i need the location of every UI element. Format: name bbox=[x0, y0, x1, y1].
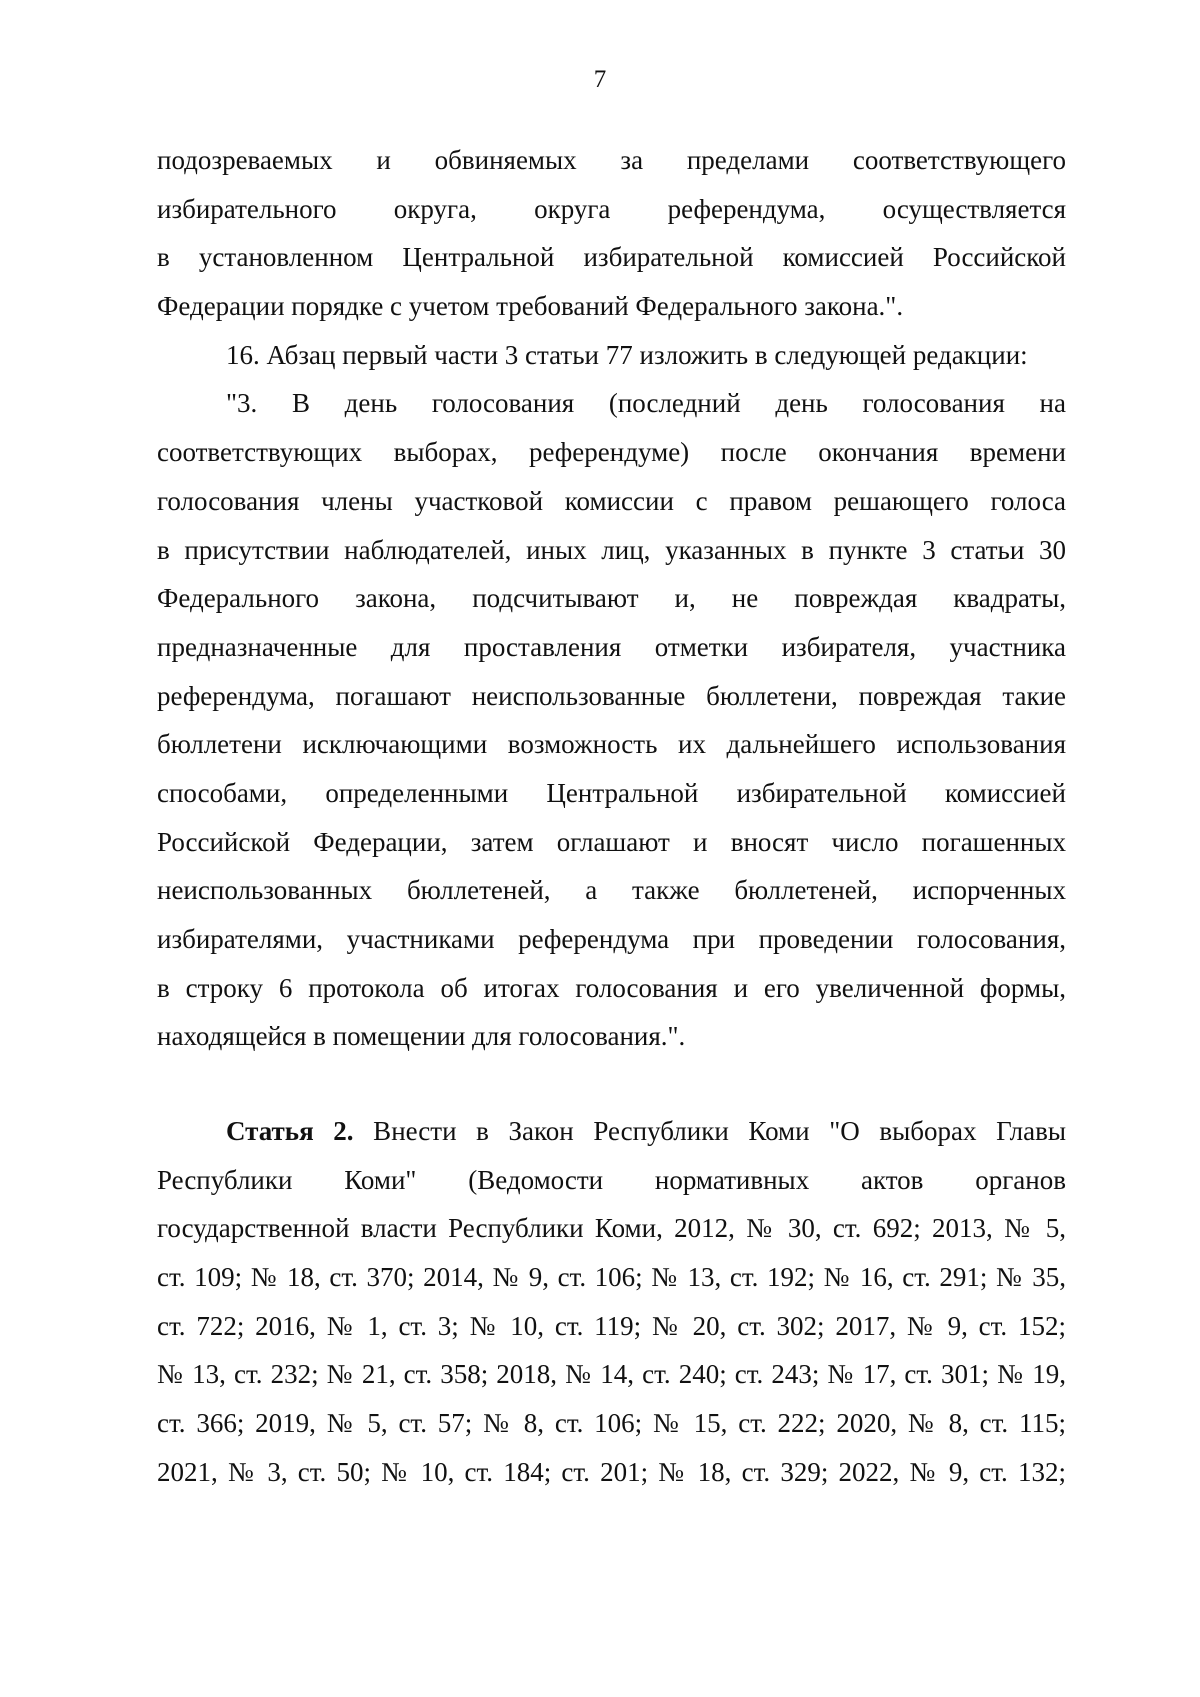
text-line: предназначенные для проставления отметки избирателя, участника bbox=[157, 631, 1066, 662]
article-2 bbox=[157, 1107, 1066, 1497]
page-number: 7 bbox=[593, 66, 607, 93]
text-line: Республики Коми" (Ведомости нормативных актов органов bbox=[157, 1164, 1066, 1195]
text-line: ст. 366; 2019, № 5, ст. 57; № 8, ст. 106; № 15, ст. 222; 2020, № 8, ст. 115; bbox=[157, 1408, 1066, 1439]
text-line: в установленном Центральной избирательной комиссией Российской bbox=[157, 242, 1066, 273]
article-2-first-line-text: Внести в Закон Республики Коми "О выборах Главы bbox=[353, 1116, 1066, 1146]
text-line: голосования члены участковой комиссии с правом решающего голоса bbox=[157, 485, 1066, 516]
item-16-line: 16. Абзац первый части 3 статьи 77 изложить в следующей редакции: bbox=[226, 339, 1028, 370]
text-line: избирательного округа, округа референдума, осуществляется bbox=[157, 193, 1066, 224]
text-line: ст. 722; 2016, № 1, ст. 3; № 10, ст. 119; № 20, ст. 302; 2017, № 9, ст. 152; bbox=[157, 1310, 1066, 1341]
text-line: "3. В день голосования (последний день голосования на bbox=[226, 388, 1066, 419]
article-heading: Статья 2. bbox=[226, 1116, 354, 1146]
text-line: способами, определенными Центральной избирательной комиссией bbox=[157, 777, 1066, 808]
text-line: бюллетени исключающими возможность их дальнейшего использования bbox=[157, 729, 1066, 760]
text-line: 2021, № 3, ст. 50; № 10, ст. 184; ст. 201; № 18, ст. 329; 2022, № 9, ст. 132; bbox=[157, 1456, 1066, 1487]
text-line: Федерального закона, подсчитывают и, не повреждая квадраты, bbox=[157, 583, 1066, 614]
text-line: государственной власти Республики Коми, 2012, № 30, ст. 692; 2013, № 5, bbox=[157, 1213, 1066, 1244]
article-2-first-line bbox=[157, 1107, 1066, 1156]
amendment-text bbox=[157, 136, 1066, 1061]
text-line: в строку 6 протокола об итогах голосования и его увеличенной формы, bbox=[157, 972, 1066, 1003]
text-line: в присутствии наблюдателей, иных лиц, указанных в пункте 3 статьи 30 bbox=[157, 534, 1066, 565]
text-line: находящейся в помещении для голосования.". bbox=[157, 1021, 686, 1052]
text-line: неиспользованных бюллетеней, а также бюллетеней, испорченных bbox=[157, 875, 1066, 906]
text-line: Российской Федерации, затем оглашают и вносят число погашенных bbox=[157, 826, 1066, 857]
text-line: № 13, ст. 232; № 21, ст. 358; 2018, № 14, ст. 240; ст. 243; № 17, ст. 301; № 19, bbox=[157, 1359, 1066, 1390]
text-line: избирателями, участниками референдума при проведении голосования, bbox=[157, 924, 1066, 954]
text-line: ст. 109; № 18, ст. 370; 2014, № 9, ст. 106; № 13, ст. 192; № 16, ст. 291; № 35, bbox=[157, 1262, 1066, 1293]
text-line: соответствующих выборах, референдуме) после окончания времени bbox=[157, 437, 1066, 468]
text-line: подозреваемых и обвиняемых за пределами соответствующего bbox=[157, 145, 1066, 175]
text-line: референдума, погашают неиспользованные бюллетени, повреждая такие bbox=[157, 680, 1066, 711]
text-line: Федерации порядке с учетом требований Федерального закона.". bbox=[157, 291, 904, 322]
